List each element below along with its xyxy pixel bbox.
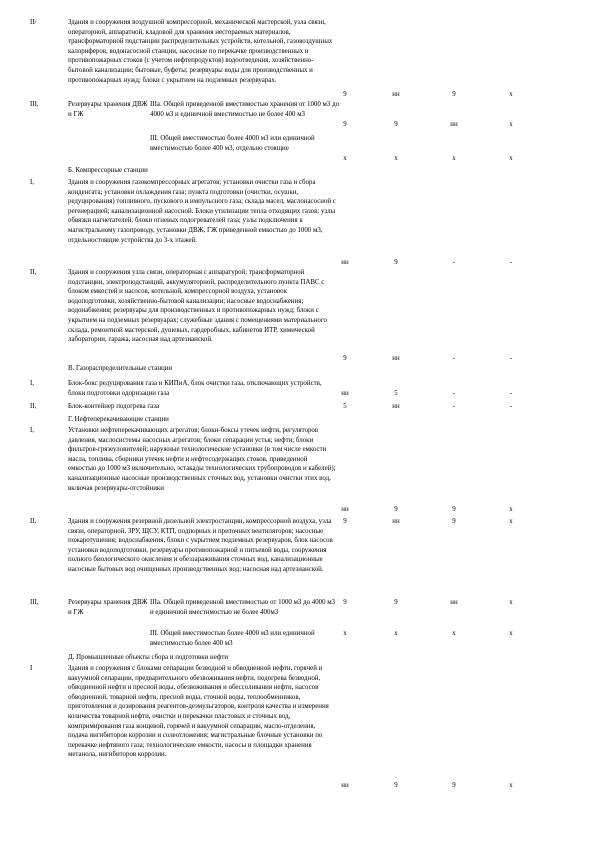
row-number: III, xyxy=(30,599,39,606)
row-number: I, xyxy=(30,427,35,434)
row-number: I xyxy=(30,665,33,672)
value-col-2: нн xyxy=(392,355,400,362)
value-col-3: - xyxy=(452,390,456,397)
value-col-2: нн xyxy=(392,91,400,98)
section-title: Д. Промышленные объекты сбора и подготовки нефти xyxy=(68,654,229,661)
value-col-2: 9 xyxy=(394,259,398,266)
value-col-1: 9 xyxy=(343,121,347,128)
row-number: II/ xyxy=(30,19,37,26)
value-col-3: х xyxy=(452,630,456,637)
section-title: Г. Нефтеперекачивающие станции xyxy=(68,416,169,423)
value-col-4: - xyxy=(509,259,513,266)
row-number: I, xyxy=(30,380,35,387)
value-col-4: - xyxy=(509,390,513,397)
section-title: В. Газораспределительные станции xyxy=(68,365,173,372)
value-col-2: 9 xyxy=(394,506,398,513)
value-col-1: х xyxy=(343,630,347,637)
value-col-1: нн xyxy=(341,506,349,513)
row-number: I, xyxy=(30,179,35,186)
value-col-3: 9 xyxy=(452,91,456,98)
value-col-4: - xyxy=(509,403,513,410)
row-description: III. Общей вместимостью более 4000 м3 или единичной вместимостью более 400 м3 xyxy=(150,630,315,647)
value-col-2: 9 xyxy=(394,599,398,606)
value-col-4: х xyxy=(509,518,513,525)
row-number: II, xyxy=(30,403,37,410)
value-col-4: х xyxy=(509,782,513,789)
value-col-1: 9 xyxy=(343,518,347,525)
row-number: II, xyxy=(30,269,37,276)
value-col-4: х xyxy=(509,506,513,513)
value-col-4: х xyxy=(509,121,513,128)
value-col-2: нн xyxy=(392,403,400,410)
value-col-1: нн xyxy=(341,390,349,397)
row-description: Здания и сооружения газокомпрессорных агрегатов; установки очистки газа и сбора конденсата; установки охлаждения газа; пункта подготовки (очистки, осушки, редуцирования) топливного, пускового и импульсного газа; склада масел, маслонасосной с регенерацией; канализационной насосной. Блоки утилизации тепла отходящих газов; узлы обвязки нагнетателей; блоки огневых подогревателей газа; узлы подключения к магистральному газопроводу, установки ДВЖ, ГЖ приведенной емкостью до 1000 м3, отдельностоящие устройства до 3-х этажей. xyxy=(68,179,336,244)
value-col-1: 9 xyxy=(343,91,347,98)
value-col-4: х xyxy=(509,91,513,98)
row-number: II, xyxy=(30,518,37,525)
value-col-2: нн xyxy=(392,518,400,525)
value-col-4: - xyxy=(509,355,513,362)
value-col-3: нн xyxy=(450,121,458,128)
row-description: Здания и сооружения резервной дизельной электростанции, компрессорной воздуха, узла связи, операторной, ЗРУ, ЩСУ, КТП, подпорных и приточных вентиляторов; насосные пожаротушения; водоснабжения, блоки с укрытием подземных резервуаров, блок насосов установки водоподготовки, резервуары противопожарной и питьевой воды, сооружения полного биологического окисления и обеззараживания сточных вод, канализационные насосные бытовых вод очищенных производственных вод; насосная над артезианской. xyxy=(68,518,333,573)
value-col-1: 5 xyxy=(343,403,347,410)
row-description: III. Общей вместимостью более 4000 м3 или единичной вместимостью более 400 м3, отдельно стоящие xyxy=(150,135,315,152)
value-col-3: нн xyxy=(450,599,458,606)
value-col-2: х xyxy=(394,630,398,637)
row-category: Резервуары хранения ДВЖ и ГЖ xyxy=(68,101,148,118)
value-col-3: - xyxy=(452,259,456,266)
value-col-4: х xyxy=(509,155,513,162)
row-description: Здания и сооружения с блоками сепарации безводной и обводненной нефти, горячей и вакуумной сепарации, предварительного обезвоживания нефти, подогрева безводной, обводненной нефти и пресной воды, обезвоживания и обессоливания нефти, насосов обводненной, товарной нефти, пресной воды, сточной воды, теплообменников, приготовления и дозирования реагентов-деэмульгаторов, контроля качества и измерения количества товарной нефти, очистки и перекачки пластовых и сточных вод, компримирования газа концевой, горячей и вакуумной сепарации, масло-отделения, подача ингибиторов коррозии и солеотложения; магистральные блочные установки по перекачке нефтяного газа; технологические емкости, насосы и площадки хранения метанола, ингибиторов коррозии. xyxy=(68,665,329,759)
value-col-3: - xyxy=(452,355,456,362)
value-col-1: 9 xyxy=(343,355,347,362)
row-description: Установки нефтеперекачивающих агрегатов; блоки-боксы утечек нефти, регуляторов давления, маслосистемы насосных агрегатов; блоки сепарации устья; нефти; блоки фильтров-грязеуловителей; наружные технологические установки (в том числе емкости масла, топлива, сборники утечек нефти и нефтесодержащих стоков, приведенной емкостью до 1000 м3 включительно, эстакады технологических трубопроводов и кабелей); канализационные насосные производственных сточных вод, установки очистки этих вод, включая резервуары-отстойники xyxy=(68,427,336,492)
value-col-3: 9 xyxy=(452,782,456,789)
value-col-3: 9 xyxy=(452,506,456,513)
value-col-3: 9 xyxy=(452,518,456,525)
value-col-1: 9 xyxy=(343,599,347,606)
value-col-1: нн xyxy=(341,259,349,266)
value-col-2: 9 xyxy=(394,782,398,789)
row-description: IIIа. Общей приведенной вместимостью хранения от 1000 м3 до 4000 м3 и единичной вместимостью не более 400 м3 xyxy=(150,101,340,118)
section-title: Б. Компрессорные станции xyxy=(68,167,148,174)
row-category: Резервуары хранения ДВЖ и ГЖ xyxy=(68,599,148,616)
value-col-2: 9 xyxy=(394,121,398,128)
row-description: Здания и сооружения воздушной компрессорной, механической мастерской, узла связи, операторной, аппаратной, кладовой для хранения несгораемых материалов, трансформаторной подстанции распределительных устройств, котельной, газовоздушных калориферов, водонасосной станции, насосные по перекачке производственных и противопожарных стоков (с учетом нефтепродуктов) водоотведения, хозяйственно-бытовой канализации; бытовые, буфеты; резервуары воды для производственных и противопожарных нужд; блоки с укрытием на подземных резервуарах. xyxy=(68,19,333,84)
row-description: IIIа. Общей приведенной вместимостью от 1000 м3 до 4000 м3 и единичной вместимостью не более 400м3 xyxy=(150,599,336,616)
row-description: Здания и сооружения узла связи, операторная с аппаратурой; трансформаторной подстанции, электроподстанций, аккумуляторной, распределительного пункта ПАВС с блоком емкостей и насосов, котельной, компрессорной воздуха, установок водоподготовки, хозяйственно-бытовой канализации; насосные водоснабжения; водонабжения; резервуары для производственных и противопожарных нужд; блоки с укрытием на подземных резервуарах; служебные здания с помещениями материального склада, ремонтной мастерской, душевых, гардеробных, кабинетов ИТР, химической лаборатории, гаража, насосная над артезианской. xyxy=(68,269,327,344)
row-description: Блок-бокс редуцирования газа и КИПиА, блок очистки газа, отключающих устройств, блоки подготовки одоризации газа xyxy=(68,380,322,397)
value-col-1: нн xyxy=(341,782,349,789)
value-col-3: - xyxy=(452,403,456,410)
value-col-4: х xyxy=(509,630,513,637)
value-col-1: х xyxy=(343,155,347,162)
value-col-2: 5 xyxy=(394,390,398,397)
value-col-4: х xyxy=(509,599,513,606)
row-number: III, xyxy=(30,101,39,108)
row-description: Блок-контейнер подогрева газа xyxy=(68,403,160,410)
value-col-2: х xyxy=(394,155,398,162)
value-col-3: х xyxy=(452,155,456,162)
